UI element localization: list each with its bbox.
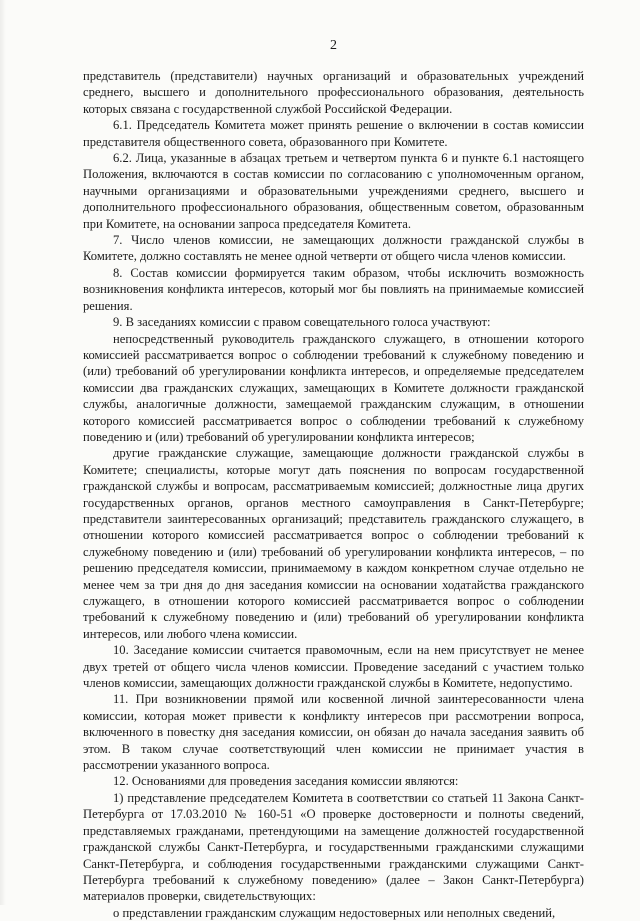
paragraph-12-item-1: 1) представление председателем Комитета в соответствии со статьей 11 Закона Санкт-Петербурга от 17.03.2010 № 160-51 «О проверке достоверности и полноты сведений, представляемых гражданами, претендующими на замещение должностей государственной гражданской службы Санкт-Петербурга, и государственными гражданскими служащими Санкт-Петербурга, и соблюдения государственными гражданскими служащими Санкт-Петербурга требований к служебному поведению» (далее – Закон Санкт-Петербурга) материалов проверки, свидетельствующих: [83, 790, 584, 904]
document-body [83, 68, 584, 921]
paragraph-6-1: 6.1. Председатель Комитета может принять решение о включении в состав комиссии представителя общественного совета, образованного при Комитете. [83, 118, 584, 149]
paragraph-continuation: представитель (представители) научных организаций и образовательных учреждений среднего, высшего и дополнительного профессионального образования, деятельность которых связана с государственной службой Российской Федерации. [83, 69, 584, 116]
scan-edge-shadow [0, 0, 6, 905]
page-number: 2 [330, 38, 337, 53]
paragraph-9-item-supervisor: непосредственный руководитель гражданского служащего, в отношении которого комиссией рассматривается вопрос о соблюдении требований к служебному поведению и (или) требований об урегулировании конфликта интересов, и определяемые председателем комиссии два гражданских служащих, замещающих в Комитете должности гражданской службы, аналогичные должности, замещаемой гражданским служащим, в отношении которого комиссией рассматривается вопрос о соблюдении требований к служебному поведению и (или) требований об урегулировании конфликта интересов; [83, 331, 584, 444]
paragraph-9: 9. В заседаниях комиссии с правом совещательного голоса участвуют: [113, 315, 491, 330]
paragraph-7: 7. Число членов комиссии, не замещающих должности гражданской службы в Комитете, должно составлять не менее одной четверти от общего числа членов комиссии. [83, 233, 584, 264]
paragraph-9-item-others: другие гражданские служащие, замещающие должности гражданской службы в Комитете; специалисты, которые могут дать пояснения по вопросам государственной гражданской службы и вопросам, рассматриваемым комиссией; должностные лица других государственных органов, органов местного самоуправления в Санкт-Петербурге; представители заинтересованных организаций; представитель гражданского служащего, в отношении которого комиссией рассматривается вопрос о соблюдении требований к служебному поведению и (или) требований об урегулировании конфликта интересов, – по решению председателя комиссии, принимаемому в каждом конкретном случае отдельно не менее чем за три дня до дня заседания комиссии на основании ходатайства гражданского служащего, в отношении которого комиссией рассматривается вопрос о соблюдении требований к служебному поведению и (или) требований об урегулировании конфликта интересов, или любого члена комиссии. [83, 446, 584, 641]
paragraph-8: 8. Состав комиссии формируется таким образом, чтобы исключить возможность возникновения конфликта интересов, который мог бы повлиять на принимаемые комиссией решения. [83, 265, 584, 313]
paragraph-11: 11. При возникновении прямой или косвенной личной заинтересованности члена комиссии, которая может привести к конфликту интересов при рассмотрении вопроса, включенного в повестку дня заседания комиссии, он обязан до начала заседания заявить об этом. В таком случае соответствующий член комиссии не принимает участия в рассмотрении указанного вопроса. [83, 692, 584, 773]
paragraph-6-2: 6.2. Лица, указанные в абзацах третьем и четвертом пункта 6 и пункте 6.1 настоящего Положения, включаются в состав комиссии по согласованию с уполномоченным органом, научными организациями и образовательными учреждениями среднего, высшего и дополнительного профессионального образования, общественным советом, образованным при Комитете, на основании запроса председателя Комитета. [83, 151, 584, 231]
paragraph-12: 12. Основаниями для проведения заседания комиссии являются: [113, 774, 459, 789]
paragraph-12-item-1-sub: о представлении гражданским служащим недостоверных или неполных сведений, [113, 905, 556, 920]
paragraph-10: 10. Заседание комиссии считается правомочным, если на нем присутствует не менее двух третей от общего числа членов комиссии. Проведение заседаний с участием только членов комиссии, замещающих должности гражданской службы в Комитете, недопустимо. [83, 643, 584, 691]
